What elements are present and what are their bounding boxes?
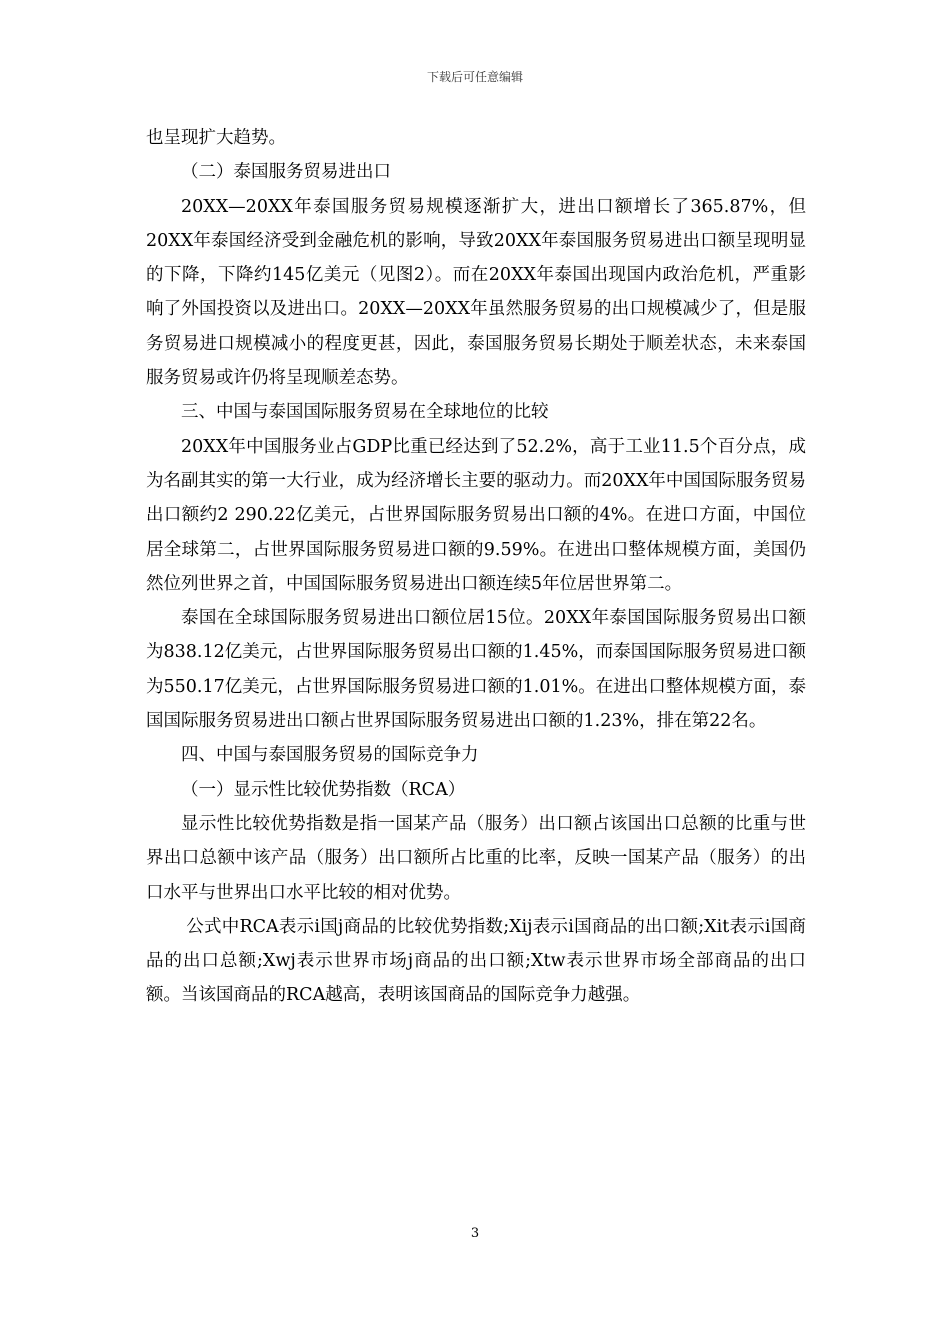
page-number: 3 (470, 1226, 480, 1241)
section-heading: （二）泰国服务贸易进出口 (181, 162, 391, 183)
body-text (146, 121, 806, 1013)
paragraph: 泰国在全球国际服务贸易进出口额位居15位。20XX年泰国国际服务贸易出口额为838.12亿美元，占世界国际服务贸易出口额的1.45%，而泰国国际服务贸易进口额为550.17亿美元，占世界国际服务贸易进口额的1.01%。在进出口整体规模方面，泰国国际服务贸易进出口额占世界国际服务贸易进出口额的1.23%，排在第22名。 (146, 608, 806, 732)
section-heading: 三、中国与泰国国际服务贸易在全球地位的比较 (181, 402, 549, 423)
paragraph: 公式中RCA表示i国j商品的比较优势指数;Xij表示i国商品的出口额;Xit表示i国商品的出口总额;Xwj表示世界市场j商品的出口额;Xtw表示世界市场全部商品的出口额。当该国商品的RCA越高，表明该国商品的国际竞争力越强。 (146, 916, 806, 1006)
section-heading: 四、中国与泰国服务贸易的国际竞争力 (181, 745, 479, 766)
paragraph: 也呈现扩大趋势。 (146, 128, 286, 148)
paragraph: 20XX年中国服务业占GDP比重已经达到了52.2%，高于工业11.5个百分点，成为名副其实的第一大行业，成为经济增长主要的驱动力。而20XX年中国国际服务贸易出口额约2 290.22亿美元，占世界国际服务贸易出口额的4%。在进口方面，中国位居全球第二，占世界国际服务贸易进口额的9.59%。在进出口整体规模方面，美国仍然位列世界之首，中国国际服务贸易进出口额连续5年位居世界第二。 (146, 436, 806, 594)
paragraph: 显示性比较优势指数是指一国某产品（服务）出口额占该国出口总额的比重与世界出口总额中该产品（服务）出口额所占比重的比率，反映一国某产品（服务）的出口水平与世界出口水平比较的相对优势。 (146, 813, 806, 903)
paragraph: 20XX—20XX年泰国服务贸易规模逐渐扩大，进出口额增长了365.87%，但20XX年泰国经济受到金融危机的影响，导致20XX年泰国服务贸易进出口额呈现明显的下降，下降约145亿美元（见图2）。而在20XX年泰国出现国内政治危机，严重影响了外国投资以及进出口。20XX—20XX年虽然服务贸易的出口规模减少了，但是服务贸易进口规模减小的程度更甚，因此，泰国服务贸易长期处于顺差状态，未来泰国服务贸易或许仍将呈现顺差态势。 (146, 196, 806, 389)
subsection-heading: （一）显示性比较优势指数（RCA） (181, 779, 466, 800)
page-header: 下载后可任意编辑 (426, 70, 523, 84)
